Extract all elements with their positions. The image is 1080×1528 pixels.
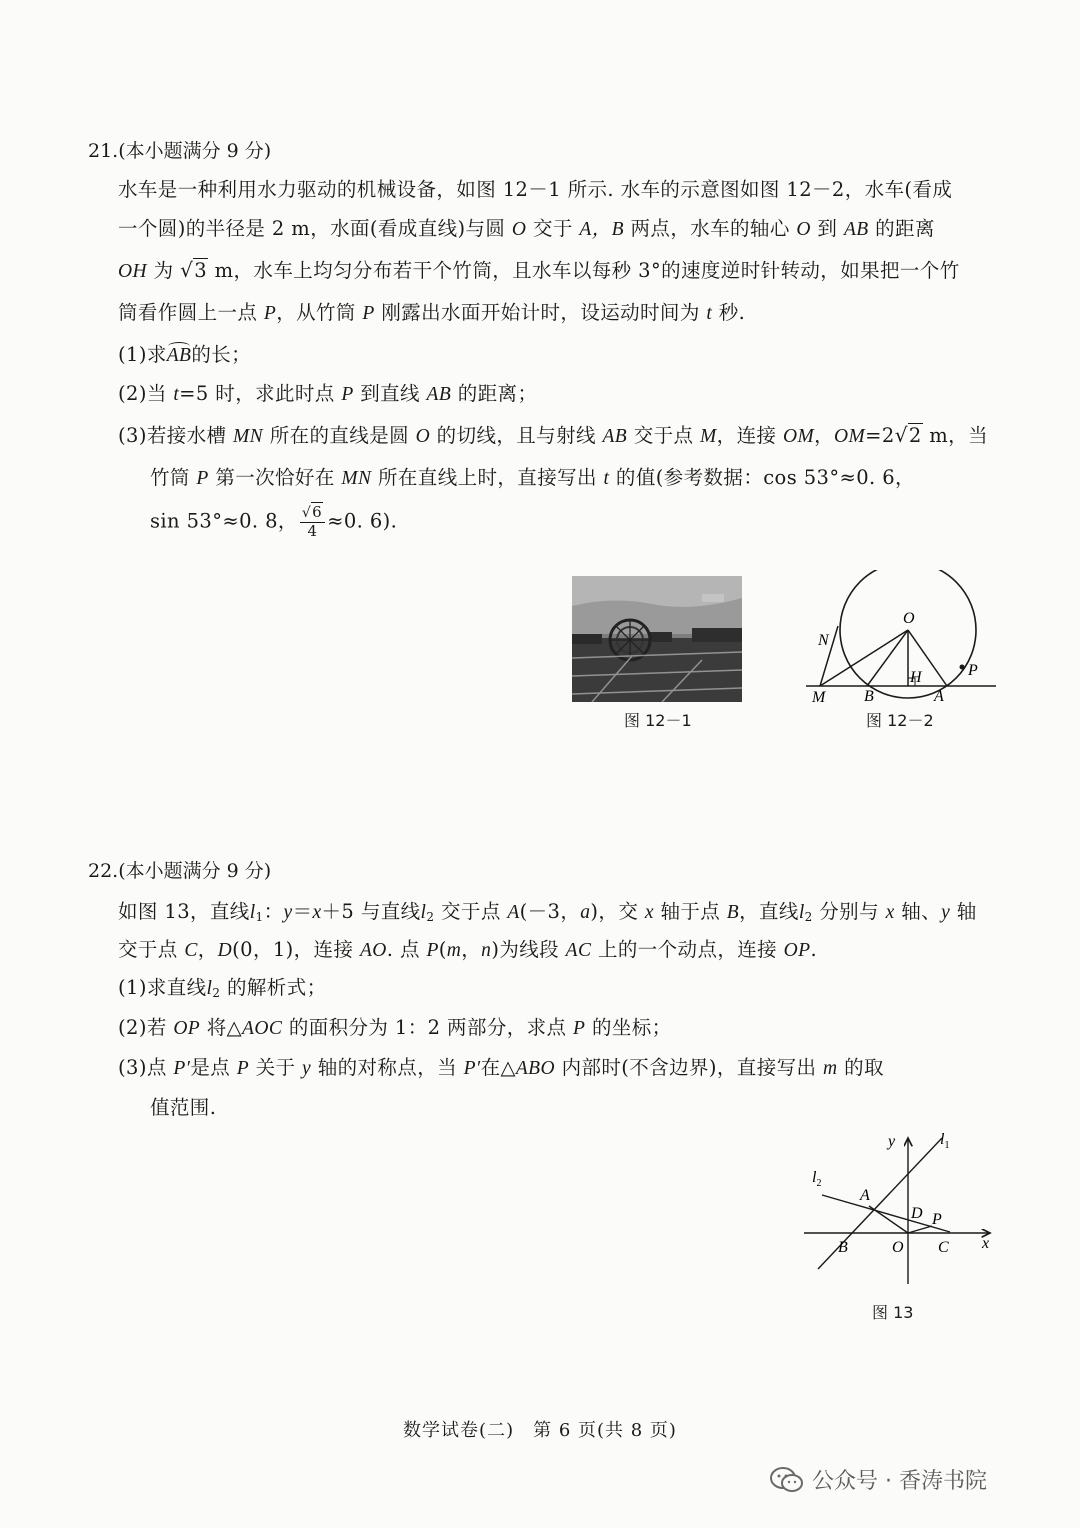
q21-part-3-line-3: sin 53°≈0. 8， $\frac{√6}{4}$ ≈0. 6). xyxy=(150,503,398,540)
q21-line-1: 水车是一种利用水力驱动的机械设备，如图 12－1 所示. 水车的示意图如图 12－2，水车(看成 xyxy=(118,178,953,201)
label-P: P xyxy=(968,662,978,679)
q21-part-1: (1)求AB的长； xyxy=(118,343,252,366)
sqrt-3: √3 xyxy=(180,258,208,282)
label-O: O xyxy=(892,1239,904,1256)
figure-13-diagram xyxy=(800,1126,1000,1288)
fraction-sqrt6-over-4: $\frac{√6}{4}$ xyxy=(300,504,325,540)
q21-line-3: OH 为 √3 m，水车上均匀分布若干个竹筒，且水车以每秒 3°的速度逆时针转动，如果把一个竹 xyxy=(118,258,960,282)
label-l1: $l_1$ xyxy=(940,1131,950,1151)
q21-part-3-line-2: 竹筒 P 第一次恰好在 MN 所在直线上时，直接写出 t 的值(参考数据：cos 53°≈0. 6， xyxy=(150,466,915,489)
q22-part-3-line-2: 值范围. xyxy=(150,1096,217,1119)
label-A: A xyxy=(860,1187,870,1204)
label-D: D xyxy=(911,1205,923,1222)
label-l2: $l_2$ xyxy=(812,1169,822,1189)
label-H: H xyxy=(910,669,922,686)
segment-AO xyxy=(869,1206,908,1233)
figure-12-1-caption: 图 12－1 xyxy=(624,711,692,730)
label-A: A xyxy=(934,688,944,705)
q22-part-1: (1)求直线$l_2$ 的解析式； xyxy=(118,976,327,1000)
q21-line-2: 一个圆)的半径是 2 m，水面(看成直线)与圆 O 交于 A，B 两点，水车的轴心 O 到 AB 的距离 xyxy=(118,217,935,240)
line-l1 xyxy=(818,1138,942,1269)
q21-part-3-line-1: (3)若接水槽 MN 所在的直线是圆 O 的切线，且与射线 AB 交于点 M，连接 OM，OM=2√2 m，当 xyxy=(118,423,988,447)
wechat-icon xyxy=(770,1466,804,1494)
figure-12-2-diagram xyxy=(806,570,1002,706)
label-O: O xyxy=(903,610,915,627)
watermark-text: 公众号 · 香涛书院 xyxy=(812,1469,987,1494)
q22-heading: 22.(本小题满分 9 分) xyxy=(88,860,272,882)
q22-line-1: 如图 13，直线$l_1$：y＝x＋5 与直线$l_2$ 交于点 A(－3，a)，交 x 轴于点 B，直线$l_2$ 分别与 x 轴、y 轴 xyxy=(118,900,977,924)
figure-12-2-caption: 图 12－2 xyxy=(866,711,934,730)
q22-part-3-line-1: (3)点 P′是点 P 关于 y 轴的对称点，当 P′在△ABO 内部时(不含边界)，直接写出 m 的取 xyxy=(118,1056,884,1079)
figure-13-caption: 图 13 xyxy=(872,1303,914,1322)
q21-heading: 21.(本小题满分 9 分) xyxy=(88,140,272,162)
q21-line-4: 筒看作圆上一点 P，从竹筒 P 刚露出水面开始计时，设运动时间为 t 秒. xyxy=(118,301,746,324)
label-y: y xyxy=(888,1133,896,1150)
page-footer: 数学试卷(二) 第 6 页(共 8 页) xyxy=(403,1420,677,1441)
watermark xyxy=(770,1464,987,1495)
q22-line-2: 交于点 C，D(0，1)，连接 AO. 点 P(m，n)为线段 AC 上的一个动点，连接 OP. xyxy=(118,938,818,961)
waterwheel-photo xyxy=(572,576,742,702)
q22-part-2: (2)若 OP 将△AOC 的面积分为 1：2 两部分，求点 P 的坐标； xyxy=(118,1016,672,1039)
label-x: x xyxy=(982,1235,990,1252)
label-N: N xyxy=(818,632,829,649)
label-P: P xyxy=(932,1211,942,1228)
label-B: B xyxy=(838,1239,848,1256)
sqrt-2: √2 xyxy=(894,423,922,447)
q21-part-2: (2)当 t=5 时，求此时点 P 到直线 AB 的距离； xyxy=(118,382,538,405)
label-C: C xyxy=(938,1239,949,1256)
label-M: M xyxy=(812,689,826,706)
label-B: B xyxy=(864,688,874,705)
segment-OP xyxy=(908,1226,932,1233)
